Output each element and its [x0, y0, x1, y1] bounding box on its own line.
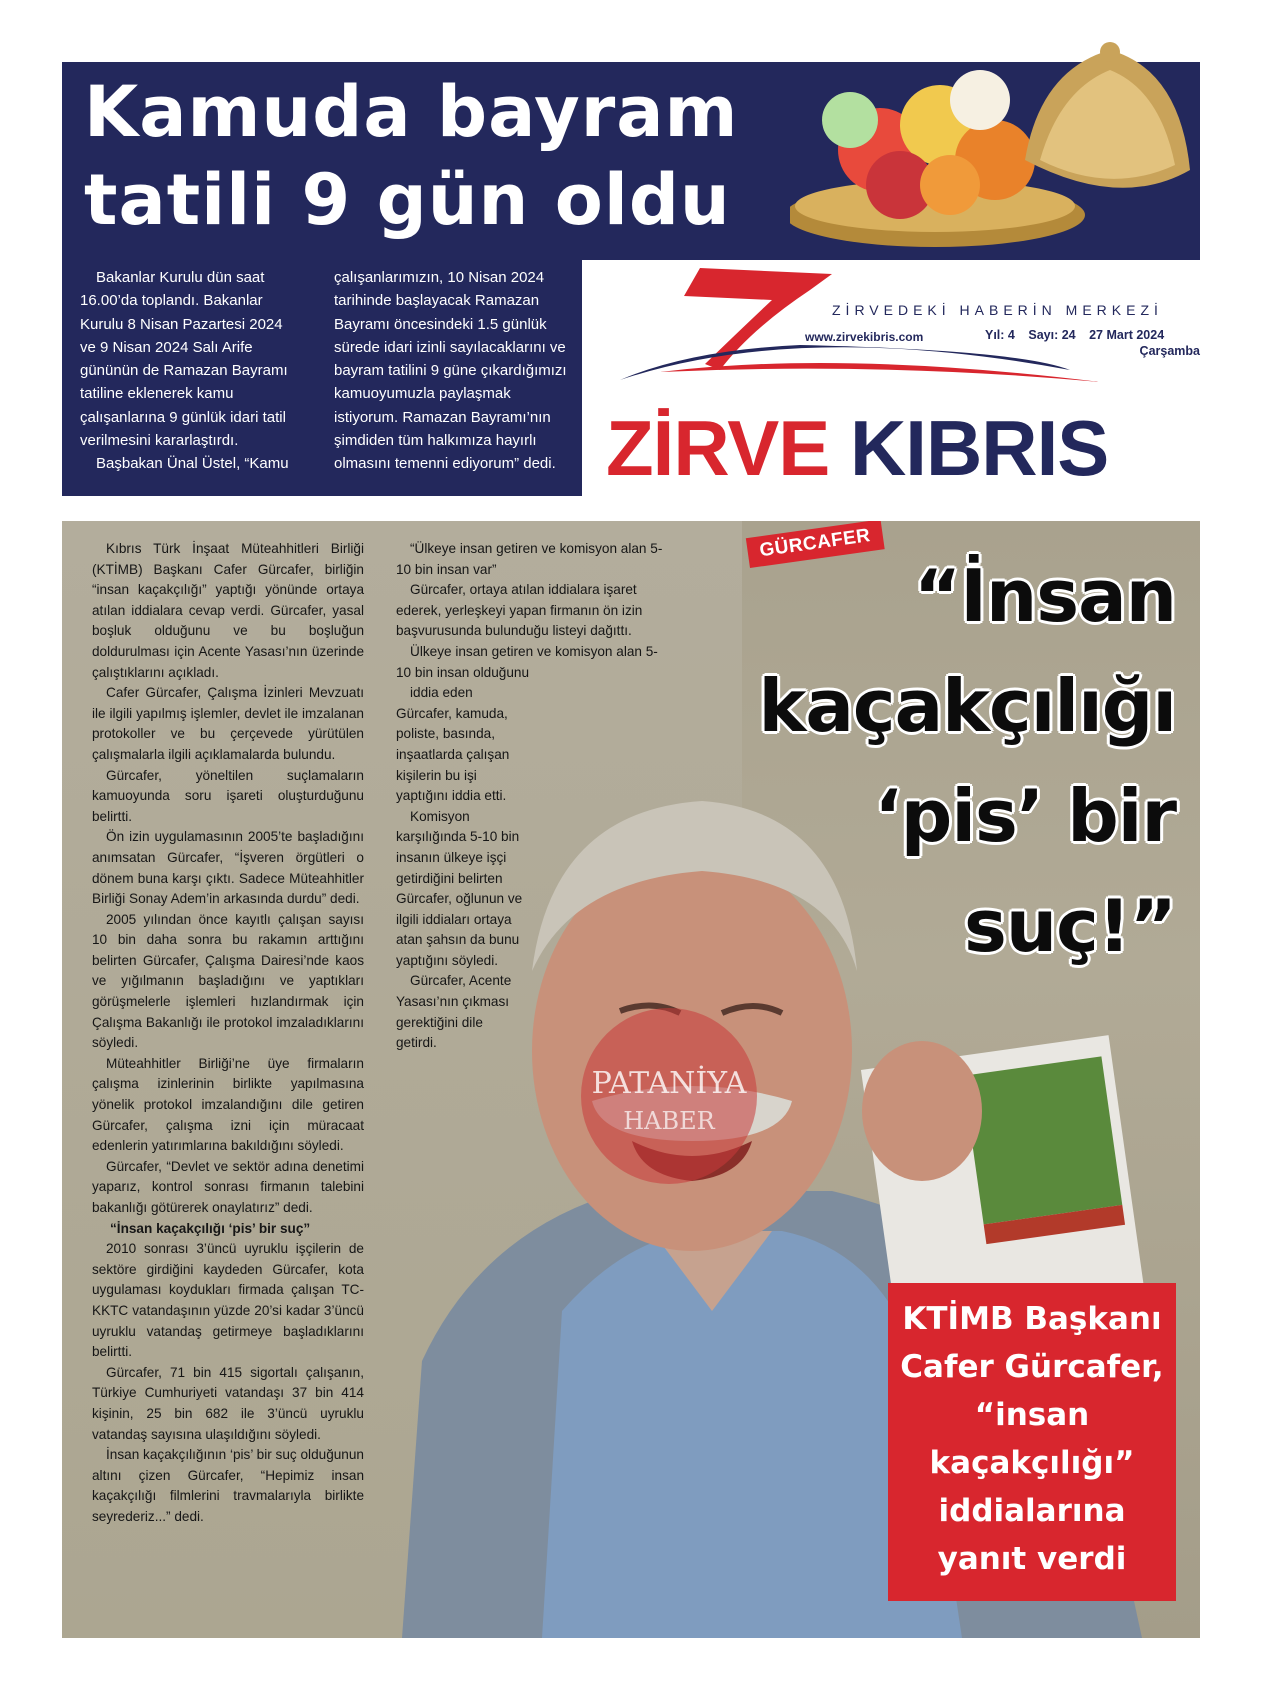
lead-column-2: çalışanlarımızın, 10 Nisan 2024 tarihinde başlayacak Ramazan Bayramı öncesindeki 1.5 günlük sürede idari izinli sayılacaklarını ve bayram tatilini 9 güne çıkardığımızı kamuoyumuzla paylaşmak istiyorum. Ramazan Bayramı’nın şimdiden tüm halkımıza hayırlı olmasını temenni ediyorum” dedi.	[334, 269, 567, 473]
title-navy: KIBRIS	[849, 404, 1109, 492]
lead-paragraph: Başbakan Ünal Üstel, “Kamu	[96, 455, 289, 473]
article-paragraph: Müteahhitler Birliği’ne üye firmaların çalışma izinlerinin birlikte yapılmasına yönelik protokol imzalandığını dile getiren Gürcafer, çalışma izni için müracaat edenlerin yatırımlarına bakıldığını söyledi.	[92, 1055, 364, 1154]
article-paragraph: 2005 yılından önce kayıtlı çalışan sayısı 10 bin daha sonra bu rakamın arttığını belirten Gürcafer, Çalışma Dairesi’nde kaos ve yığılmanın başladığını ve yaptıkları görüşmelerle işlemleri hızlandırmak için Çalışma Bakanlığı ile protokol imzaladıklarını söyledi.	[92, 911, 364, 1051]
lead-story-box	[62, 260, 582, 496]
article-paragraph: Gürcafer, “Devlet ve sektör adına denetimi yaparız, kontrol sonrası firmanın talebini bakanlığı götürerek onaylatırız” dedi.	[92, 1158, 364, 1215]
tagline: ZİRVEDEKİ HABERİN MERKEZİ	[832, 302, 1163, 318]
article-paragraph: İnsan kaçakçılığının ‘pis’ bir suç olduğunun altını çizen Gürcafer, “Hepimiz insan kaçakçılığı filmlerini travmalarıyla birlikte seyrederiz...” dedi.	[92, 1447, 364, 1524]
article-paragraph: Gürcafer, 71 bin 415 sigortalı çalışanın, Türkiye Cumhuriyeti vatandaşı 37 bin 414 kişinin, 25 bin 682 ile 3’üncü uyruklu vatandaş sayısına ulaşıldığını söyledi.	[92, 1364, 364, 1442]
watermark-text-2: HABER	[623, 1107, 715, 1135]
main-story	[62, 521, 1200, 1638]
masthead	[600, 260, 1200, 496]
article-paragraph: Gürcafer, yöneltilen suçlamaların kamuoyunda soru işareti oluşturduğunu belirtti.	[92, 767, 364, 824]
title-red: ZİRVE	[606, 404, 830, 492]
website-link[interactable]: www.zirvekibris.com	[805, 330, 924, 344]
article-paragraph: Gürcafer, ortaya atılan iddialara işaret ederek, yerleşkeyi yapan firmanın ön izin başvurusunda bulunduğu listeyi dağıttı.	[396, 582, 643, 639]
top-banner	[62, 62, 1200, 260]
newspaper-title	[606, 404, 1109, 492]
article-paragraph: Cafer Gürcafer, Çalışma İzinleri Mevzuatı ile ilgili yapılmış işlemler, devlet ile imzalanan protokoller ve bu çerçevede yürütülen çalışmalarla ilgili açıklamalarda bulundu.	[92, 685, 364, 762]
story-deck-box	[888, 1283, 1176, 1601]
article-column-1	[92, 539, 364, 1528]
watermark-text-1: PATANİYA	[591, 1066, 747, 1101]
article-paragraph: Ülkeye insan getiren ve komisyon alan 5-10 bin insan olduğunu	[396, 643, 658, 680]
main-headline: “İnsan kaçakçılığı ‘pis’ bir suç!”	[758, 554, 1176, 968]
issue-date: 27 Mart 2024	[1089, 328, 1165, 342]
candy-bowl-icon	[790, 10, 1200, 260]
article-subhead: “İnsan kaçakçılığı ‘pis’ bir suç”	[110, 1220, 311, 1236]
issue-info	[985, 328, 1174, 342]
issue-weekday: Çarşamba	[1139, 344, 1200, 358]
year-label: Yıl: 4	[985, 328, 1015, 342]
article-column-2	[396, 539, 670, 1054]
story-deck: KTİMB Başkanı Cafer Gürcafer, “insan kaçakçılığı” iddialarına yanıt verdi	[900, 1301, 1164, 1577]
article-paragraph: iddia eden Gürcafer, kamuda, poliste, basında, inşaatlarda çalışan kişilerin bu işi yaptığını iddia etti.	[396, 685, 510, 804]
story-kicker-badge: GÜRCAFER	[746, 521, 885, 568]
article-column-2-narrow	[396, 683, 526, 1054]
article-paragraph: Kıbrıs Türk İnşaat Müteahhitleri Birliği (KTİMB) Başkanı Cafer Gürcafer, birliğin “insan kaçakçılığı” yaptığı yönünde ortaya atılan iddialara cevap verdi. Gürcafer, yasal boşluk olduğunu ve bu boşluğun doldurulması için Acente Yasası’nın üzerinde çalıştıklarını açıkladı.	[92, 541, 364, 680]
lead-column-1	[80, 266, 298, 476]
watermark-seal-icon	[554, 1001, 784, 1191]
issue-number: Sayı: 24	[1028, 328, 1076, 342]
lead-paragraph: Bakanlar Kurulu dün saat 16.00’da toplandı. Bakanlar Kurulu 8 Nisan Pazartesi 2024 ve 9 Nisan 2024 Salı Arife gününün de Ramazan Bayramı tatiline eklenerek kamu çalışanlarına 9 günlük idari tatil verilmesini kararlaştırdı.	[80, 269, 288, 450]
top-headline: Kamuda bayram tatili 9 gün oldu	[84, 71, 739, 241]
article-paragraph: 2010 sonrası 3’üncü uyruklu işçilerin de sektöre girdiğini kaydeden Gürcafer, kota uygulaması koydukları firmada çalışan TC-KKTC vatandaşının yüzde 20’si kadar 3’üncü uyruklu vatandaş getirmeye başladıklarını belirtti.	[92, 1241, 364, 1360]
article-paragraph: Gürcafer, Acente Yasası’nın çıkması gerektiğini dile getirdi.	[396, 973, 512, 1051]
article-paragraph: Komisyon karşılığında 5-10 bin insanın ülkeye işçi getirdiğini belirten Gürcafer, oğlunun ve ilgili iddiaları ortaya atan şahsın da bunu yaptığını söyledi.	[396, 808, 523, 968]
article-paragraph: “Ülkeye insan getiren ve komisyon alan 5-10 bin insan var”	[396, 541, 663, 577]
article-paragraph: Ön izin uygulamasının 2005’te başladığını anımsatan Gürcafer, “İşveren örgütleri o dönem buna karşı çıktı. Sadece Müteahhitler Birliği Sonay Adem’in arkasında durdu” dedi.	[92, 829, 364, 907]
